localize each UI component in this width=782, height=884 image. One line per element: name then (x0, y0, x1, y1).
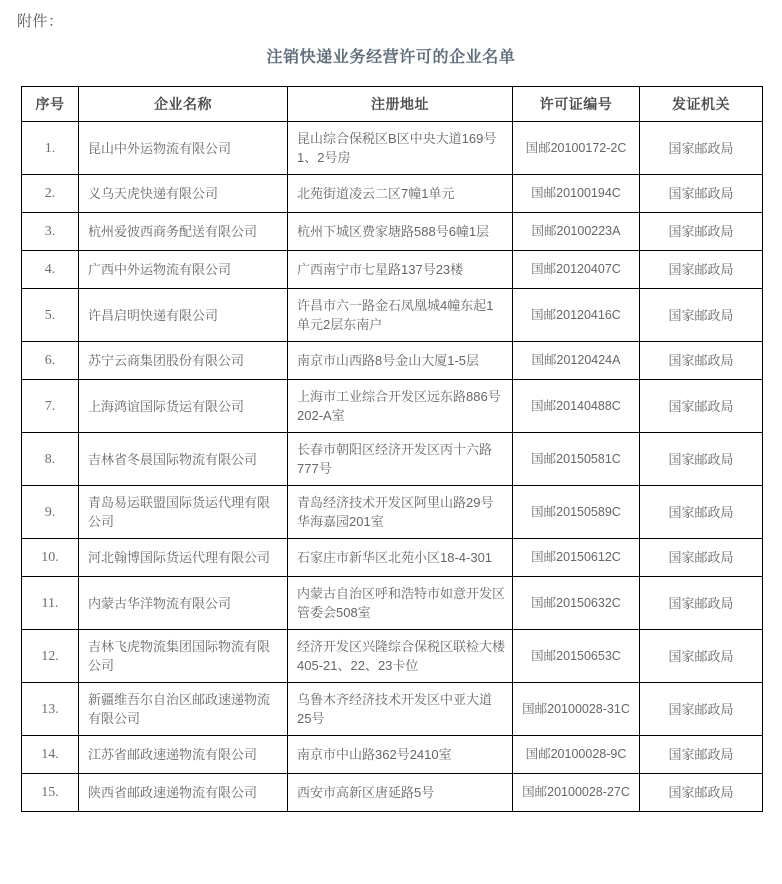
table-row (22, 539, 763, 577)
table-row (22, 342, 763, 380)
cell-company-name: 吉林飞虎物流集团国际物流有限公司 (79, 630, 288, 683)
cell-company-name: 陕西省邮政速递物流有限公司 (79, 774, 288, 812)
table-row (22, 289, 763, 342)
cell-license: 国邮20150632C (513, 577, 640, 630)
cell-address: 南京市中山路362号2410室 (288, 736, 513, 774)
cell-license: 国邮20120407C (513, 251, 640, 289)
cell-address: 昆山综合保税区B区中央大道169号1、2号房 (288, 122, 513, 175)
cell-license: 国邮20100194C (513, 175, 640, 213)
cell-company-name: 内蒙古华洋物流有限公司 (79, 577, 288, 630)
cell-company-name: 河北翰博国际货运代理有限公司 (79, 539, 288, 577)
cell-address: 内蒙古自治区呼和浩特市如意开发区管委会508室 (288, 577, 513, 630)
cell-index: 8. (22, 433, 79, 486)
cell-address: 青岛经济技术开发区阿里山路29号华海嘉园201室 (288, 486, 513, 539)
cell-index: 13. (22, 683, 79, 736)
cell-index: 14. (22, 736, 79, 774)
company-list-table-wrapper (21, 86, 762, 812)
table-body (22, 122, 763, 812)
table-row (22, 380, 763, 433)
cell-company-name: 昆山中外运物流有限公司 (79, 122, 288, 175)
cell-address: 经济开发区兴隆综合保税区联检大楼405-21、22、23卡位 (288, 630, 513, 683)
cell-license: 国邮20150581C (513, 433, 640, 486)
cell-authority: 国家邮政局 (640, 122, 763, 175)
cell-authority: 国家邮政局 (640, 736, 763, 774)
table-row (22, 433, 763, 486)
table-row (22, 251, 763, 289)
cell-authority: 国家邮政局 (640, 251, 763, 289)
cell-index: 4. (22, 251, 79, 289)
cell-address: 广西南宁市七星路137号23楼 (288, 251, 513, 289)
cell-license: 国邮20100223A (513, 213, 640, 251)
cell-license: 国邮20150612C (513, 539, 640, 577)
cell-authority: 国家邮政局 (640, 539, 763, 577)
cell-license: 国邮20140488C (513, 380, 640, 433)
cell-authority: 国家邮政局 (640, 577, 763, 630)
cell-address: 南京市山西路8号金山大厦1-5层 (288, 342, 513, 380)
cell-index: 10. (22, 539, 79, 577)
cell-authority: 国家邮政局 (640, 630, 763, 683)
page-title: 注销快递业务经营许可的企业名单 (266, 49, 516, 66)
cell-address: 上海市工业综合开发区远东路886号202-A室 (288, 380, 513, 433)
cell-index: 11. (22, 577, 79, 630)
table-header (22, 87, 763, 122)
column-header-license: 许可证编号 (513, 87, 640, 122)
cell-company-name: 义乌天虎快递有限公司 (79, 175, 288, 213)
cell-address: 杭州下城区费家塘路588号6幢1层 (288, 213, 513, 251)
table-row (22, 122, 763, 175)
cell-company-name: 上海鸿谊国际货运有限公司 (79, 380, 288, 433)
cell-authority: 国家邮政局 (640, 175, 763, 213)
cell-company-name: 新疆维吾尔自治区邮政速递物流有限公司 (79, 683, 288, 736)
cell-address: 许昌市六一路金石凤凰城4幢东起1单元2层东南户 (288, 289, 513, 342)
column-header-address: 注册地址 (288, 87, 513, 122)
cell-license: 国邮20100028-27C (513, 774, 640, 812)
cell-index: 5. (22, 289, 79, 342)
cell-company-name: 苏宁云商集团股份有限公司 (79, 342, 288, 380)
cell-authority: 国家邮政局 (640, 289, 763, 342)
cell-index: 2. (22, 175, 79, 213)
table-row (22, 486, 763, 539)
column-header-index: 序号 (22, 87, 79, 122)
table-row (22, 630, 763, 683)
table-row (22, 736, 763, 774)
cell-address: 西安市高新区唐延路5号 (288, 774, 513, 812)
cell-authority: 国家邮政局 (640, 774, 763, 812)
cell-index: 12. (22, 630, 79, 683)
cell-license: 国邮20120424A (513, 342, 640, 380)
cell-address: 乌鲁木齐经济技术开发区中亚大道25号 (288, 683, 513, 736)
table-header-row (22, 87, 763, 122)
cell-license: 国邮20120416C (513, 289, 640, 342)
cell-license: 国邮20100172-2C (513, 122, 640, 175)
cell-address: 北苑街道凌云二区7幢1单元 (288, 175, 513, 213)
table-row (22, 213, 763, 251)
cell-company-name: 广西中外运物流有限公司 (79, 251, 288, 289)
cell-authority: 国家邮政局 (640, 486, 763, 539)
cell-company-name: 许昌启明快递有限公司 (79, 289, 288, 342)
cell-authority: 国家邮政局 (640, 683, 763, 736)
cell-index: 9. (22, 486, 79, 539)
cell-index: 15. (22, 774, 79, 812)
cell-index: 7. (22, 380, 79, 433)
cell-authority: 国家邮政局 (640, 433, 763, 486)
cell-license: 国邮20150589C (513, 486, 640, 539)
cell-license: 国邮20100028-9C (513, 736, 640, 774)
cell-address: 石家庄市新华区北苑小区18-4-301 (288, 539, 513, 577)
cell-index: 6. (22, 342, 79, 380)
cell-address: 长春市朝阳区经济开发区丙十六路777号 (288, 433, 513, 486)
cell-license: 国邮20150653C (513, 630, 640, 683)
cell-company-name: 江苏省邮政速递物流有限公司 (79, 736, 288, 774)
cell-company-name: 吉林省冬晨国际物流有限公司 (79, 433, 288, 486)
cell-license: 国邮20100028-31C (513, 683, 640, 736)
cell-index: 3. (22, 213, 79, 251)
column-header-name: 企业名称 (79, 87, 288, 122)
cell-company-name: 杭州爱彼西商务配送有限公司 (79, 213, 288, 251)
table-row (22, 683, 763, 736)
table-row (22, 175, 763, 213)
column-header-authority: 发证机关 (640, 87, 763, 122)
table-row (22, 577, 763, 630)
cell-authority: 国家邮政局 (640, 380, 763, 433)
cell-company-name: 青岛易运联盟国际货运代理有限公司 (79, 486, 288, 539)
attachment-label: 附件： (17, 13, 64, 30)
cell-index: 1. (22, 122, 79, 175)
cell-authority: 国家邮政局 (640, 213, 763, 251)
table-row (22, 774, 763, 812)
cell-authority: 国家邮政局 (640, 342, 763, 380)
company-list-table (21, 86, 763, 812)
